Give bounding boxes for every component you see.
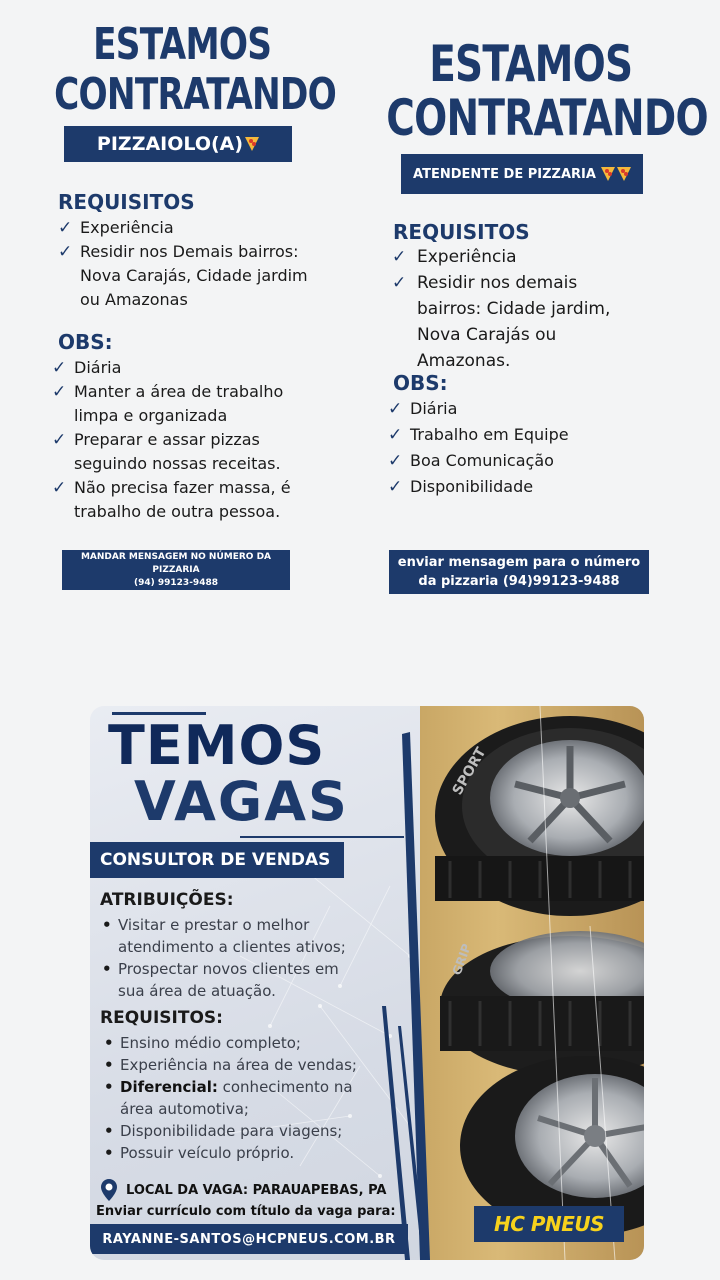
location-text: LOCAL DA VAGA: PARAUAPEBAS, PA (126, 1182, 387, 1198)
list-item: ✓ Experiência (392, 244, 632, 270)
atribuicoes-heading: ATRIBUIÇÕES: (100, 890, 234, 910)
list-item: • Visitar e prestar o melhor atendimento a clientes ativos; (102, 916, 346, 956)
check-icon: ✓ (388, 477, 403, 497)
accent-lines (380, 706, 460, 1260)
tire-text-1: SPORT (449, 745, 490, 798)
list-item: ✓ Trabalho em Equipe (388, 422, 628, 448)
left-contact-bar (62, 550, 290, 590)
email-bar (90, 1224, 408, 1254)
list-item: ✓ Manter a área de trabalho limpa e organizada (52, 382, 284, 425)
pizza-icon (617, 167, 631, 181)
bullet-icon: • (104, 1144, 114, 1162)
list-item: • Ensino médio completo; (104, 1034, 301, 1052)
right-contact-line1: enviar mensagem para o número (397, 555, 641, 570)
right-requisitos-list (392, 244, 632, 374)
check-icon: ✓ (52, 358, 67, 378)
bullet-icon: • (104, 1078, 114, 1096)
location-pin-icon (100, 1178, 118, 1202)
bullet-icon: • (102, 960, 112, 978)
check-icon: ✓ (392, 273, 407, 293)
right-role-text: ATENDENTE DE PIZZARIA (413, 166, 596, 182)
right-requisitos-heading: REQUISITOS (393, 220, 530, 244)
list-item: ✓ Diária (388, 396, 628, 422)
list-item: ✓ Residir nos Demais bairros: Nova Carajás, Cidade jardim ou Amazonas (58, 242, 308, 309)
check-icon: ✓ (52, 430, 67, 450)
right-contact-bar (389, 550, 649, 594)
tire-text-2: GRIP (449, 941, 474, 978)
left-obs-heading: OBS: (58, 330, 113, 354)
title-underline (240, 836, 404, 838)
bullet-icon: • (102, 916, 112, 934)
left-role-bar (64, 126, 292, 162)
right-role-bar (401, 154, 643, 194)
list-item: ✓ Preparar e assar pizzas seguindo nossas receitas. (52, 430, 281, 473)
check-icon: ✓ (388, 399, 403, 419)
location-row (100, 1178, 386, 1202)
vacancy-card (90, 706, 644, 1260)
list-item: • Prospectar novos clientes em sua área de atuação. (102, 960, 339, 1000)
pizza-icon (601, 167, 615, 181)
left-contact-line2: (94) 99123-9488 (134, 577, 218, 588)
check-icon: ✓ (52, 382, 67, 402)
list-item: ✓ Diária (52, 358, 122, 378)
list-item: • Experiência na área de vendas; (104, 1056, 357, 1074)
left-requisitos-list (58, 216, 308, 312)
send-cv-text: Enviar currículo com título da vaga para: (96, 1204, 396, 1219)
list-item: ✓ Não precisa fazer massa, é trabalho de outra pessoa. (52, 478, 291, 521)
bullet-icon: • (104, 1122, 114, 1140)
left-contact-line1: MANDAR MENSAGEM NO NÚMERO DA PIZZARIA (80, 551, 272, 575)
right-title-line2: CONTRATANDO (386, 89, 708, 147)
list-item: ✓ Residir nos demais bairros: Cidade jardim, Nova Carajás ou Amazonas. (392, 270, 632, 374)
requisitos-list (102, 1032, 372, 1164)
check-icon: ✓ (388, 425, 403, 445)
right-obs-heading: OBS: (393, 371, 448, 395)
brand-logo (474, 1206, 624, 1242)
check-icon: ✓ (392, 247, 407, 267)
role-text: CONSULTOR DE VENDAS (100, 850, 331, 870)
list-item: ✓ Boa Comunicação (388, 448, 628, 474)
requisitos-heading: REQUISITOS: (100, 1008, 223, 1028)
vagas-title: VAGAS (134, 770, 349, 833)
left-title-line2: CONTRATANDO (54, 69, 337, 120)
list-item: ✓ Disponibilidade (388, 474, 628, 500)
check-icon: ✓ (58, 242, 73, 262)
email-text[interactable]: RAYANNE-SANTOS@HCPNEUS.COM.BR (102, 1231, 396, 1247)
list-item: • Diferencial: conhecimento na área automotiva; (104, 1078, 353, 1118)
list-item: • Disponibilidade para viagens; (104, 1122, 343, 1140)
role-bar (90, 842, 344, 878)
temos-title: TEMOS (108, 714, 326, 777)
list-item: ✓ Experiência (58, 218, 174, 238)
check-icon: ✓ (388, 451, 403, 471)
right-obs-list (388, 396, 628, 500)
bullet-icon: • (104, 1034, 114, 1052)
list-item: • Possuir veículo próprio. (104, 1144, 295, 1162)
right-contact-line2: da pizzaria (94)99123-9488 (418, 574, 620, 589)
left-obs-list (52, 356, 292, 524)
check-icon: ✓ (58, 218, 73, 238)
atribuicoes-list (100, 914, 370, 1002)
check-icon: ✓ (52, 478, 67, 498)
right-title-line1: ESTAMOS (429, 35, 633, 93)
left-requisitos-heading: REQUISITOS (58, 190, 195, 214)
left-role-text: PIZZAIOLO(A) (96, 133, 244, 155)
diferencial-label: Diferencial: (120, 1078, 218, 1096)
pizza-icon (245, 137, 259, 151)
bullet-icon: • (104, 1056, 114, 1074)
brand-text: HC PNEUS (493, 1212, 605, 1236)
left-title-line1: ESTAMOS (93, 19, 272, 70)
